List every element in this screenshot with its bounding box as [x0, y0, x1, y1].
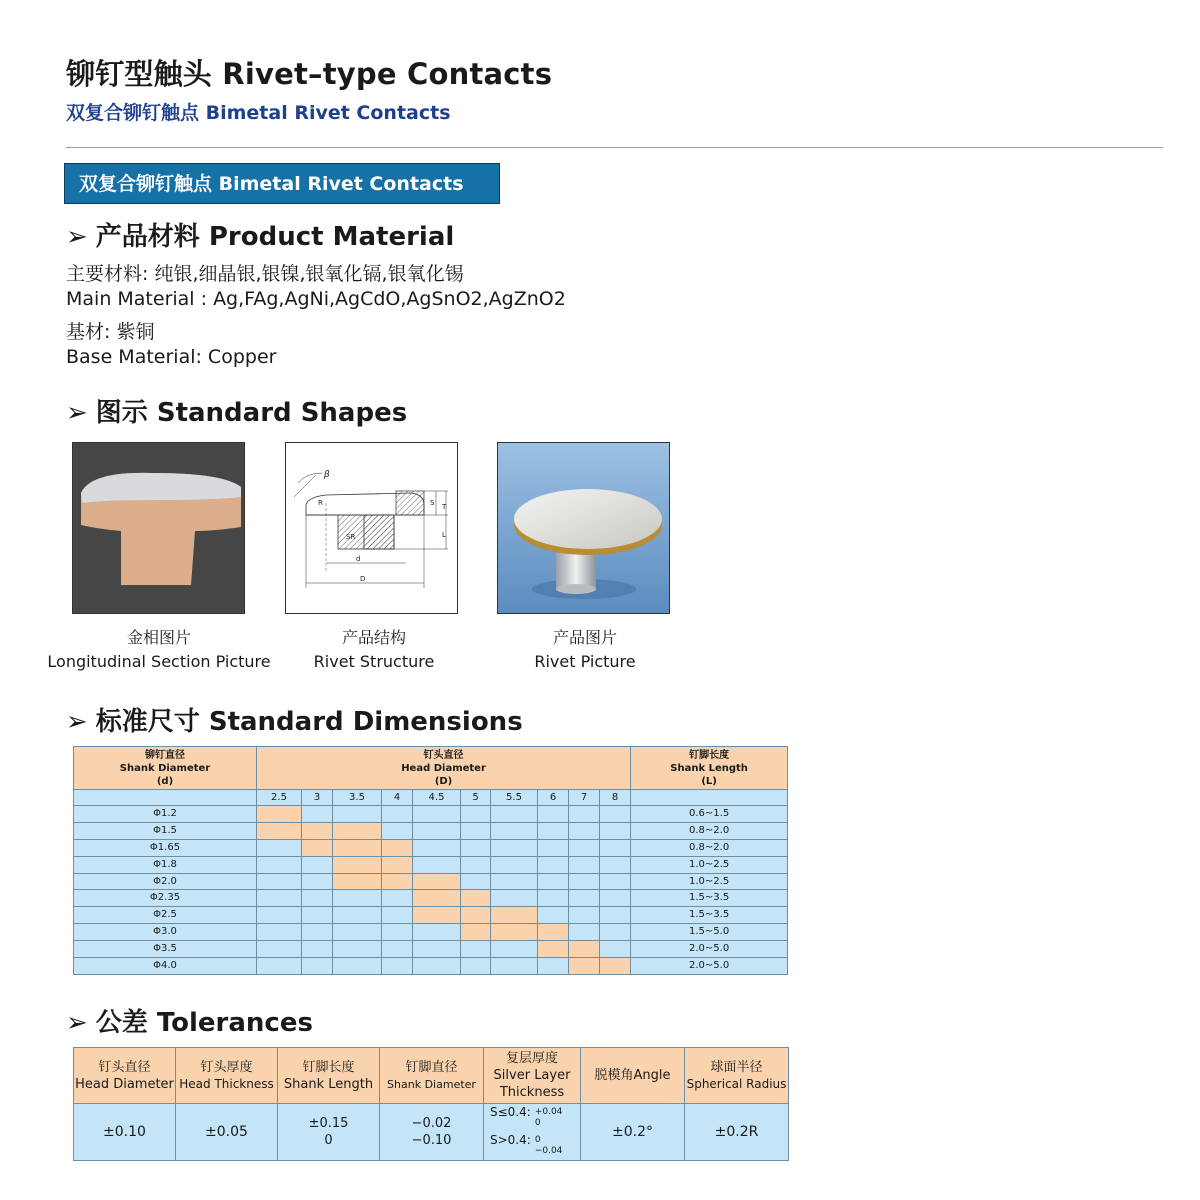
silver-1-label: S≤0.4: — [490, 1105, 531, 1119]
empty-cell — [413, 924, 461, 941]
head-size-0: 2.5 — [257, 790, 302, 806]
tol-header-silver-layer: 复层厚度 Silver Layer Thickness — [484, 1048, 581, 1104]
arrow-icon: ➢ — [66, 707, 88, 737]
size-row-blank-2 — [631, 790, 788, 806]
empty-cell — [569, 924, 600, 941]
empty-cell — [302, 957, 333, 974]
empty-cell — [302, 941, 333, 958]
shank-length-cell: 2.0~5.0 — [631, 941, 788, 958]
silver-2-lower: −0.04 — [534, 1146, 563, 1156]
shank-length-cell: 0.6~1.5 — [631, 806, 788, 823]
tol-head-diameter: ±0.10 — [74, 1104, 176, 1161]
empty-cell — [569, 839, 600, 856]
empty-cell — [302, 907, 333, 924]
empty-cell — [600, 822, 631, 839]
caption-structure-cn: 产品结构 — [341, 628, 406, 647]
head-size-4: 4.5 — [413, 790, 461, 806]
dimensions-table — [73, 746, 788, 975]
available-cell — [382, 839, 413, 856]
empty-cell — [257, 873, 302, 890]
shapes-heading-text: 图示 Standard Shapes — [95, 398, 408, 428]
empty-cell — [461, 806, 491, 823]
empty-cell — [491, 856, 538, 873]
empty-cell — [333, 957, 382, 974]
shank-length-cell: 2.0~5.0 — [631, 957, 788, 974]
empty-cell — [382, 924, 413, 941]
caption-structure-en: Rivet Structure — [313, 652, 435, 671]
empty-cell — [382, 890, 413, 907]
empty-cell — [538, 806, 569, 823]
shank-length-header: 钉脚长度 Shank Length (L) — [631, 747, 788, 790]
structure-diagram — [285, 442, 458, 614]
empty-cell — [491, 822, 538, 839]
available-cell — [333, 839, 382, 856]
shank-diameter-cell: Φ3.5 — [74, 941, 257, 958]
page-title: 铆钉型触头 Rivet–type Contacts — [66, 57, 553, 91]
empty-cell — [538, 957, 569, 974]
empty-cell — [302, 890, 333, 907]
empty-cell — [382, 806, 413, 823]
empty-cell — [491, 839, 538, 856]
arrow-icon: ➢ — [66, 222, 88, 252]
empty-cell — [302, 856, 333, 873]
empty-cell — [257, 839, 302, 856]
material-line-en: Main Material : Ag,FAg,AgNi,AgCdO,AgSnO2,AgZnO2 — [66, 288, 566, 310]
head-size-6: 5.5 — [491, 790, 538, 806]
dimensions-heading-text: 标准尺寸 Standard Dimensions — [95, 707, 523, 737]
available-cell — [461, 924, 491, 941]
empty-cell — [491, 873, 538, 890]
structure-diagram-image — [286, 443, 458, 614]
shank-length-cell: 1.5~3.5 — [631, 907, 788, 924]
empty-cell — [257, 941, 302, 958]
head-size-row — [74, 790, 788, 806]
empty-cell — [461, 839, 491, 856]
shank-diameter-cell: Φ1.2 — [74, 806, 257, 823]
available-cell — [382, 856, 413, 873]
empty-cell — [333, 941, 382, 958]
empty-cell — [569, 806, 600, 823]
available-cell — [413, 873, 461, 890]
material-heading — [66, 216, 454, 253]
section-banner: 双复合铆钉触点 Bimetal Rivet Contacts — [64, 163, 500, 204]
head-size-3: 4 — [382, 790, 413, 806]
available-cell — [491, 924, 538, 941]
available-cell — [569, 957, 600, 974]
empty-cell — [302, 873, 333, 890]
l-label: L — [442, 531, 446, 539]
tolerances-heading — [66, 1002, 313, 1039]
shapes-heading — [66, 392, 407, 429]
available-cell — [302, 822, 333, 839]
empty-cell — [600, 907, 631, 924]
empty-cell — [538, 839, 569, 856]
beta-label: β — [324, 470, 330, 480]
available-cell — [461, 890, 491, 907]
empty-cell — [600, 890, 631, 907]
table-row — [74, 941, 788, 958]
shank-length-cell: 0.8~2.0 — [631, 822, 788, 839]
d-label: d — [356, 555, 361, 563]
section-picture-image — [73, 443, 245, 614]
caption-rivet-cn: 产品图片 — [552, 628, 617, 647]
empty-cell — [382, 941, 413, 958]
empty-cell — [333, 890, 382, 907]
tol-header-shank-diameter: 钉脚直径 Shank Diameter — [380, 1048, 484, 1104]
empty-cell — [461, 941, 491, 958]
divider — [66, 147, 1163, 148]
empty-cell — [461, 822, 491, 839]
shank-diameter-cell: Φ2.5 — [74, 907, 257, 924]
empty-cell — [491, 806, 538, 823]
shank-length-cell: 0.8~2.0 — [631, 839, 788, 856]
D-label: D — [360, 575, 366, 583]
empty-cell — [600, 924, 631, 941]
empty-cell — [600, 941, 631, 958]
material-line-cn: 主要材料: 纯银,细晶银,银镍,银氧化镉,银氧化锡 — [66, 263, 464, 285]
shank-length-cell: 1.5~5.0 — [631, 924, 788, 941]
empty-cell — [257, 890, 302, 907]
empty-cell — [491, 957, 538, 974]
silver-2-upper: 0 — [534, 1135, 541, 1145]
shank-diameter-header: 铆钉直径 Shank Diameter (d) — [74, 747, 257, 790]
caption-rivet — [455, 626, 715, 674]
empty-cell — [569, 873, 600, 890]
tol-header-head-thickness: 钉头厚度 Head Thickness — [176, 1048, 278, 1104]
empty-cell — [382, 822, 413, 839]
available-cell — [333, 856, 382, 873]
empty-cell — [600, 806, 631, 823]
table-row — [74, 890, 788, 907]
empty-cell — [569, 890, 600, 907]
tol-head-thickness: ±0.05 — [176, 1104, 278, 1161]
s-label: S — [430, 499, 435, 507]
base-material-line-en: Base Material: Copper — [66, 346, 277, 368]
tol-header-angle: 脱模角Angle — [581, 1048, 685, 1104]
available-cell — [257, 822, 302, 839]
empty-cell — [302, 924, 333, 941]
empty-cell — [257, 907, 302, 924]
empty-cell — [413, 822, 461, 839]
dimensions-heading — [66, 701, 523, 738]
empty-cell — [538, 856, 569, 873]
shank-length-cell: 1.0~2.5 — [631, 873, 788, 890]
empty-cell — [569, 907, 600, 924]
available-cell — [302, 839, 333, 856]
arrow-icon: ➢ — [66, 1008, 88, 1038]
table-row — [74, 806, 788, 823]
empty-cell — [413, 856, 461, 873]
available-cell — [413, 907, 461, 924]
shank-diameter-cell: Φ1.8 — [74, 856, 257, 873]
head-diameter-header: 钉头直径 Head Diameter (D) — [257, 747, 631, 790]
table-row — [74, 822, 788, 839]
table-row — [74, 839, 788, 856]
head-size-7: 6 — [538, 790, 569, 806]
empty-cell — [257, 924, 302, 941]
base-material-line-cn: 基材: 紫铜 — [66, 321, 155, 343]
shank-diameter-cell: Φ2.0 — [74, 873, 257, 890]
empty-cell — [538, 822, 569, 839]
silver-1-lower: 0 — [534, 1118, 541, 1128]
available-cell — [333, 873, 382, 890]
table-row — [74, 907, 788, 924]
tol-angle: ±0.2° — [581, 1104, 685, 1161]
empty-cell — [257, 957, 302, 974]
shank-diameter-cell: Φ1.65 — [74, 839, 257, 856]
table-row — [74, 873, 788, 890]
caption-section-en: Longitudinal Section Picture — [47, 652, 271, 671]
silver-2-label: S>0.4: — [490, 1133, 531, 1147]
tol-header-shank-length: 钉脚长度 Shank Length — [278, 1048, 380, 1104]
sr-label: SR — [346, 533, 356, 541]
available-cell — [333, 822, 382, 839]
empty-cell — [600, 873, 631, 890]
available-cell — [413, 890, 461, 907]
section-picture — [72, 442, 245, 614]
empty-cell — [333, 806, 382, 823]
empty-cell — [461, 873, 491, 890]
tolerances-heading-text: 公差 Tolerances — [95, 1008, 313, 1038]
head-size-5: 5 — [461, 790, 491, 806]
tol-header-spherical-radius: 球面半径 Spherical Radius — [685, 1048, 789, 1104]
empty-cell — [491, 890, 538, 907]
available-cell — [538, 924, 569, 941]
tol-shank-diameter: −0.02 −0.10 — [380, 1104, 484, 1161]
empty-cell — [538, 873, 569, 890]
shank-diameter-cell: Φ2.35 — [74, 890, 257, 907]
empty-cell — [302, 806, 333, 823]
empty-cell — [569, 822, 600, 839]
page-subtitle: 双复合铆钉触点 Bimetal Rivet Contacts — [66, 102, 451, 124]
tolerances-table — [73, 1047, 789, 1161]
available-cell — [491, 907, 538, 924]
silver-1-upper: +0.04 — [534, 1107, 563, 1117]
tol-silver-layer — [484, 1104, 581, 1161]
empty-cell — [538, 890, 569, 907]
empty-cell — [461, 856, 491, 873]
arrow-icon: ➢ — [66, 398, 88, 428]
empty-cell — [600, 839, 631, 856]
head-size-8: 7 — [569, 790, 600, 806]
head-size-1: 3 — [302, 790, 333, 806]
empty-cell — [413, 806, 461, 823]
shank-diameter-cell: Φ1.5 — [74, 822, 257, 839]
available-cell — [461, 907, 491, 924]
rivet-photo — [497, 442, 670, 614]
size-row-blank — [74, 790, 257, 806]
empty-cell — [600, 856, 631, 873]
shank-diameter-cell: Φ3.0 — [74, 924, 257, 941]
r-label: R — [318, 499, 323, 507]
table-row — [74, 957, 788, 974]
empty-cell — [333, 924, 382, 941]
empty-cell — [382, 957, 413, 974]
caption-rivet-en: Rivet Picture — [534, 652, 636, 671]
available-cell — [382, 873, 413, 890]
empty-cell — [413, 839, 461, 856]
shank-length-cell: 1.0~2.5 — [631, 856, 788, 873]
caption-section-cn: 金相图片 — [126, 628, 191, 647]
empty-cell — [257, 856, 302, 873]
shank-length-cell: 1.5~3.5 — [631, 890, 788, 907]
tol-radius: ±0.2R — [685, 1104, 789, 1161]
tol-shank-length: ±0.15 0 — [278, 1104, 380, 1161]
head-size-2: 3.5 — [333, 790, 382, 806]
available-cell — [538, 941, 569, 958]
empty-cell — [461, 957, 491, 974]
rivet-photo-image — [498, 443, 670, 614]
shank-diameter-cell: Φ4.0 — [74, 957, 257, 974]
available-cell — [257, 806, 302, 823]
empty-cell — [333, 907, 382, 924]
available-cell — [600, 957, 631, 974]
tol-header-head-diameter: 钉头直径 Head Diameter — [74, 1048, 176, 1104]
head-size-9: 8 — [600, 790, 631, 806]
empty-cell — [569, 856, 600, 873]
material-heading-text: 产品材料 Product Material — [95, 222, 455, 252]
empty-cell — [413, 957, 461, 974]
empty-cell — [382, 907, 413, 924]
empty-cell — [538, 907, 569, 924]
empty-cell — [413, 941, 461, 958]
table-row — [74, 856, 788, 873]
available-cell — [569, 941, 600, 958]
empty-cell — [491, 941, 538, 958]
table-row — [74, 924, 788, 941]
t-label: T — [442, 503, 447, 511]
